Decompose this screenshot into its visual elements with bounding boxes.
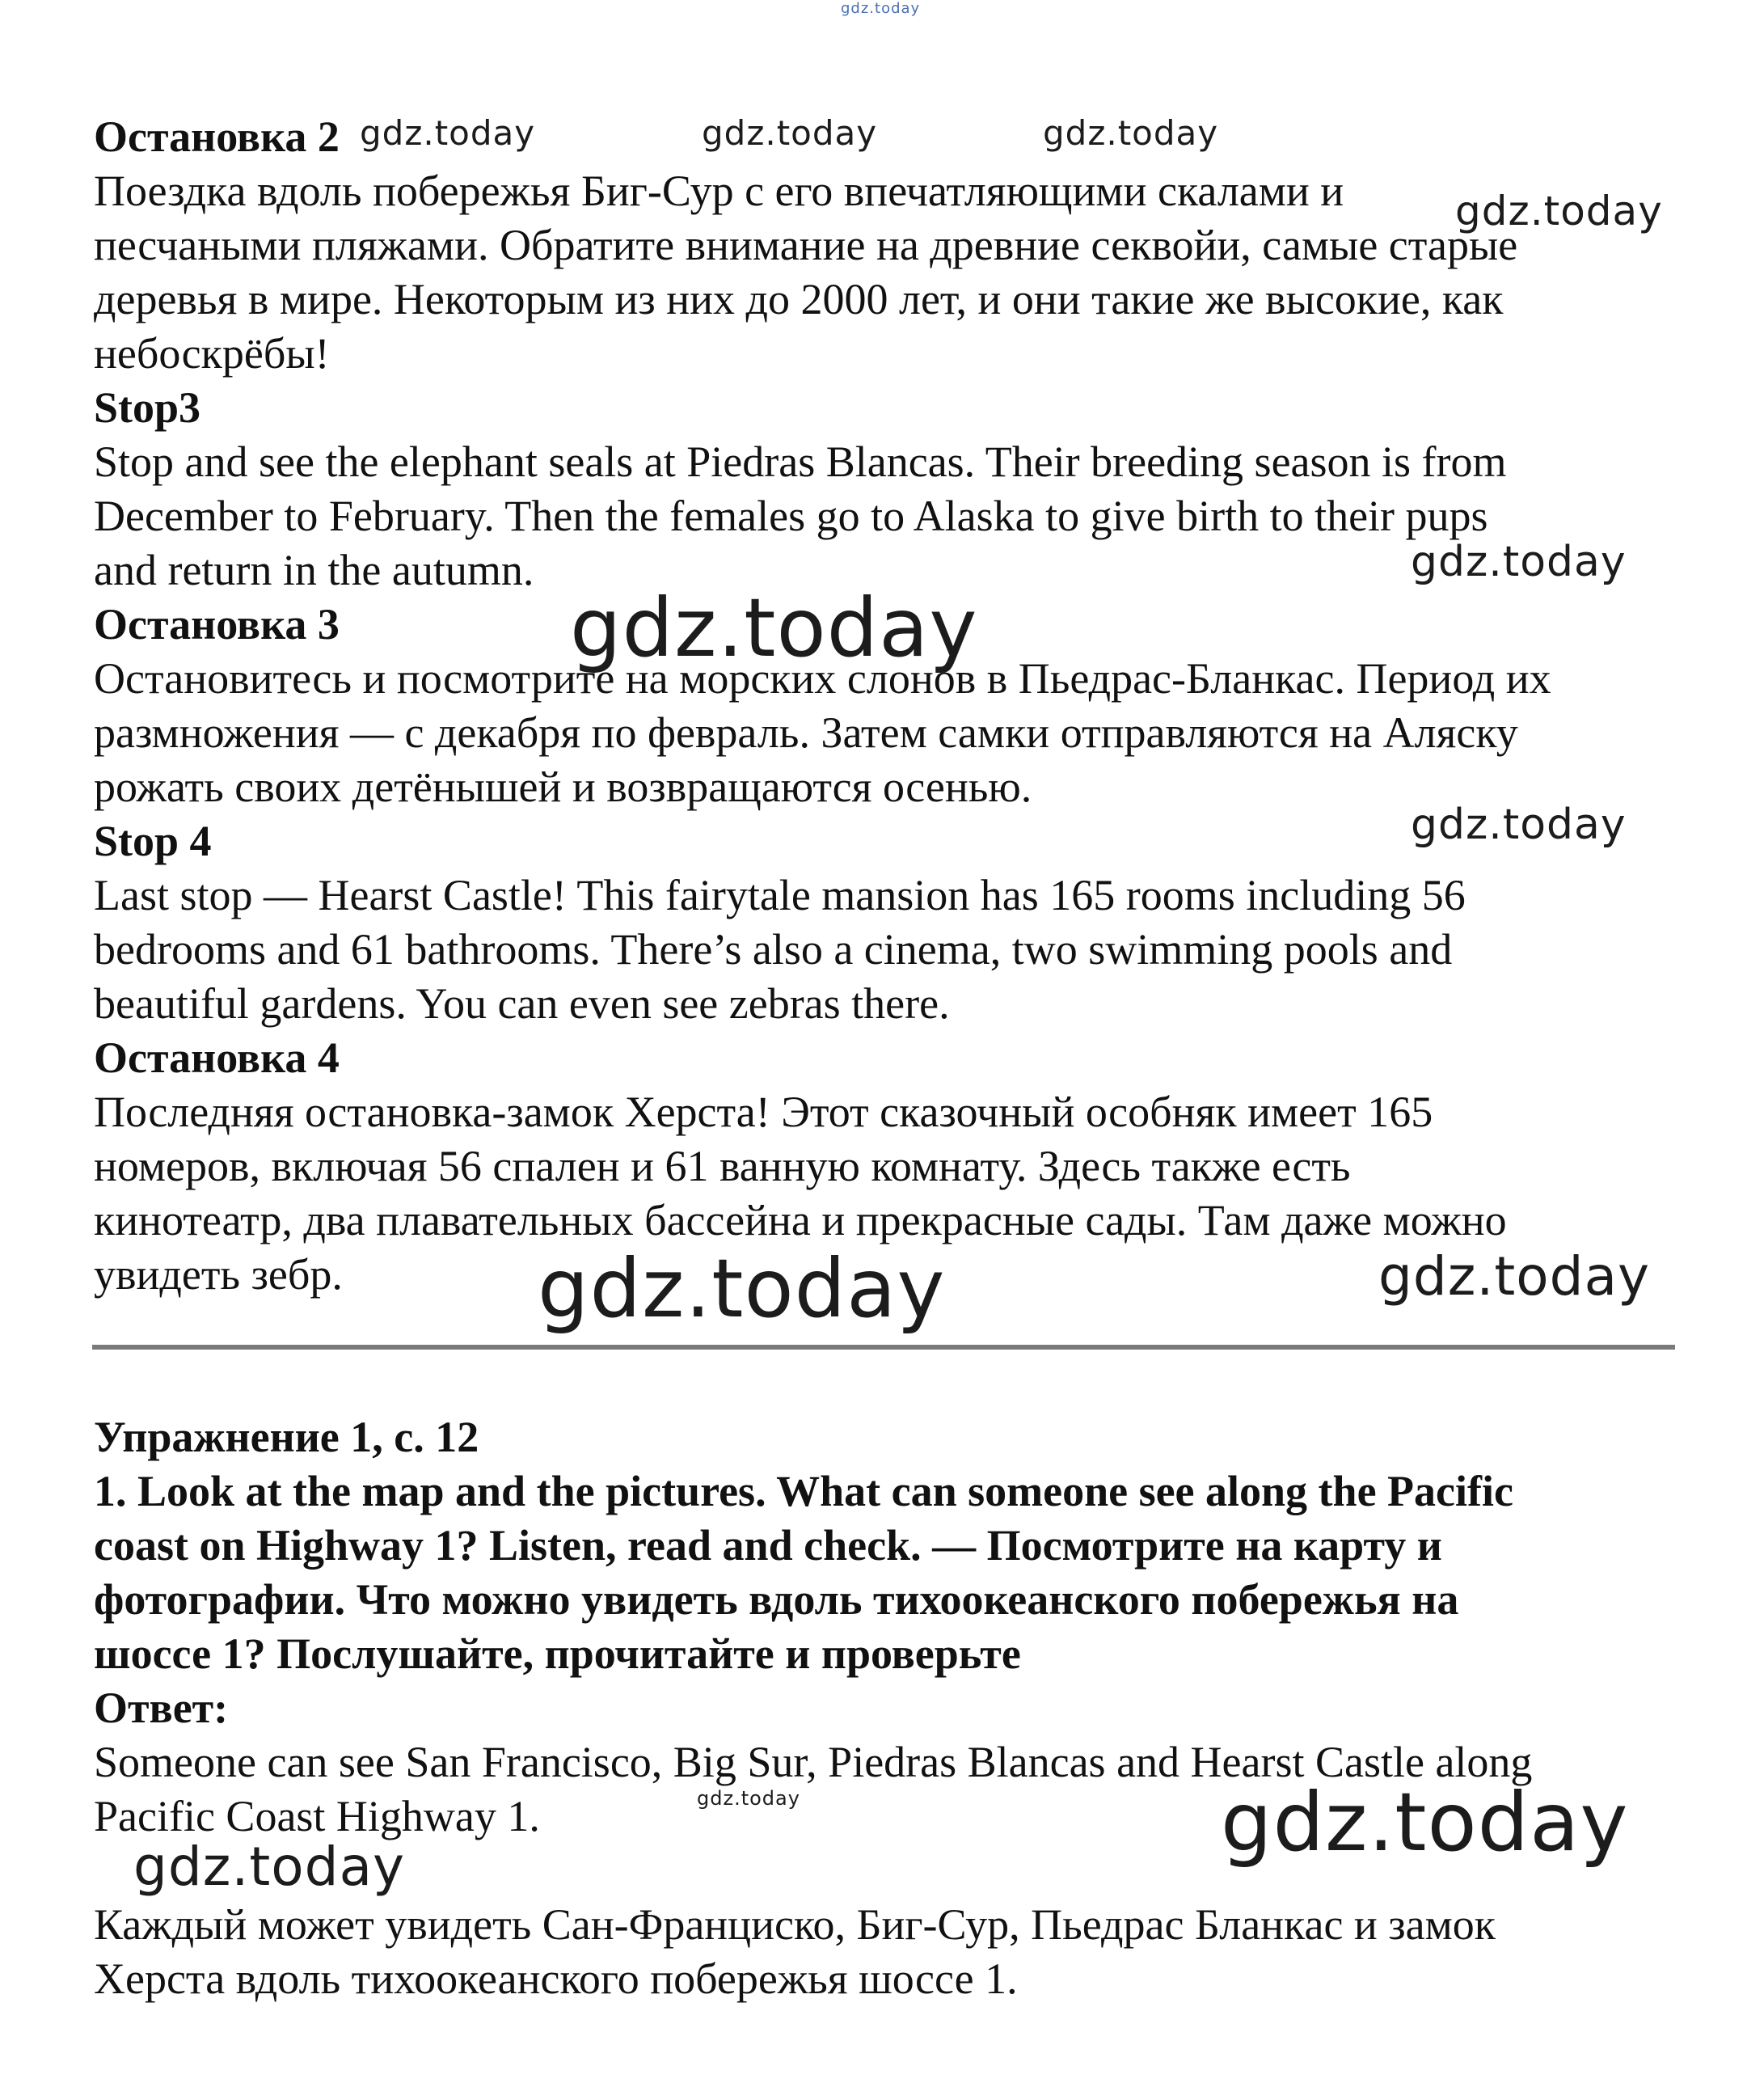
watermark: gdz.today <box>538 1241 946 1336</box>
stop4-ru-line-1: Последняя остановка-замок Херста! Этот сказочный особняк имеет 165 <box>94 1088 1433 1136</box>
stop2-ru-line-4: небоскрёбы! <box>94 329 330 378</box>
stop3-en-heading: Stop3 <box>94 383 201 432</box>
watermark: gdz.today <box>841 0 921 17</box>
stop3-en-line-2: December to February. Then the females go to Alaska to give birth to their pups <box>94 492 1488 540</box>
stop3-en-line-1: Stop and see the elephant seals at Piedras Blancas. Their breeding season is from <box>94 437 1507 486</box>
stop4-en-line-2: bedrooms and 61 bathrooms. There’s also a cinema, two swimming pools and <box>94 925 1453 974</box>
watermark: gdz.today <box>697 1787 800 1810</box>
stop3-ru-heading: Остановка 3 <box>94 600 340 649</box>
stop2-ru-line-2: песчаными пляжами. Обратите внимание на древние секвойи, самые старые <box>94 221 1518 269</box>
answer-ru-line-2: Херста вдоль тихоокеанского побережья шоссе 1. <box>94 1954 1018 2003</box>
stop4-ru-line-3: кинотеатр, два плавательных бассейна и прекрасные сады. Там даже можно <box>94 1196 1507 1244</box>
answer-ru-line-1: Каждый может увидеть Сан-Франциско, Биг-Сур, Пьедрас Бланкас и замок <box>94 1900 1496 1949</box>
watermark: gdz.today <box>1378 1245 1651 1308</box>
watermark: gdz.today <box>1455 188 1663 235</box>
exercise-title: Упражнение 1, с. 12 <box>94 1413 479 1461</box>
watermark: gdz.today <box>1221 1775 1629 1870</box>
stop4-en-heading: Stop 4 <box>94 817 212 865</box>
watermark: gdz.today <box>1411 538 1627 586</box>
watermark: gdz.today <box>360 113 536 153</box>
stop3-ru-line-1: Остановитесь и посмотрите на морских слонов в Пьедрас-Бланкас. Период их <box>94 654 1551 703</box>
exercise-task-line-4: шоссе 1? Послушайте, прочитайте и проверьте <box>94 1629 1021 1678</box>
stop3-en-line-3: and return in the autumn. <box>94 546 534 594</box>
exercise-task-line-2: coast on Highway 1? Listen, read and check. — Посмотрите на карту и <box>94 1521 1442 1570</box>
stop3-ru-line-2: размножения — с декабря по февраль. Затем самки отправляются на Аляску <box>94 708 1518 757</box>
watermark: gdz.today <box>570 581 978 675</box>
stop4-ru-line-4: увидеть зебр. <box>94 1250 343 1299</box>
stop4-ru-heading: Остановка 4 <box>94 1033 340 1082</box>
watermark: gdz.today <box>702 113 878 153</box>
exercise-task-line-3: фотографии. Что можно увидеть вдоль тихоокеанского побережья на <box>94 1575 1459 1624</box>
watermark: gdz.today <box>133 1836 406 1898</box>
section-divider <box>92 1345 1675 1350</box>
stop4-en-line-3: beautiful gardens. You can even see zebras there. <box>94 979 950 1028</box>
exercise-task-line-1: 1. Look at the map and the pictures. What can someone see along the Pacific <box>94 1467 1513 1515</box>
stop3-ru-line-3: рожать своих детёнышей и возвращаются осенью. <box>94 763 1032 811</box>
stop4-en-line-1: Last stop — Hearst Castle! This fairytale mansion has 165 rooms including 56 <box>94 871 1466 919</box>
watermark: gdz.today <box>1411 801 1627 849</box>
answer-label: Ответ: <box>94 1684 229 1732</box>
answer-en-line-2: Pacific Coast Highway 1. <box>94 1792 540 1840</box>
stop4-ru-line-2: номеров, включая 56 спален и 61 ванную комнату. Здесь также есть <box>94 1142 1351 1190</box>
stop2-ru-line-3: деревья в мире. Некоторым из них до 2000 лет, и они такие же высокие, как <box>94 275 1504 323</box>
answer-en-line-1: Someone can see San Francisco, Big Sur, Piedras Blancas and Hearst Castle along <box>94 1738 1533 1786</box>
stop2-ru-heading: Остановка 2 <box>94 112 340 161</box>
stop2-ru-line-1: Поездка вдоль побережья Биг-Сур с его впечатляющими скалами и <box>94 167 1344 215</box>
watermark: gdz.today <box>1043 113 1219 153</box>
